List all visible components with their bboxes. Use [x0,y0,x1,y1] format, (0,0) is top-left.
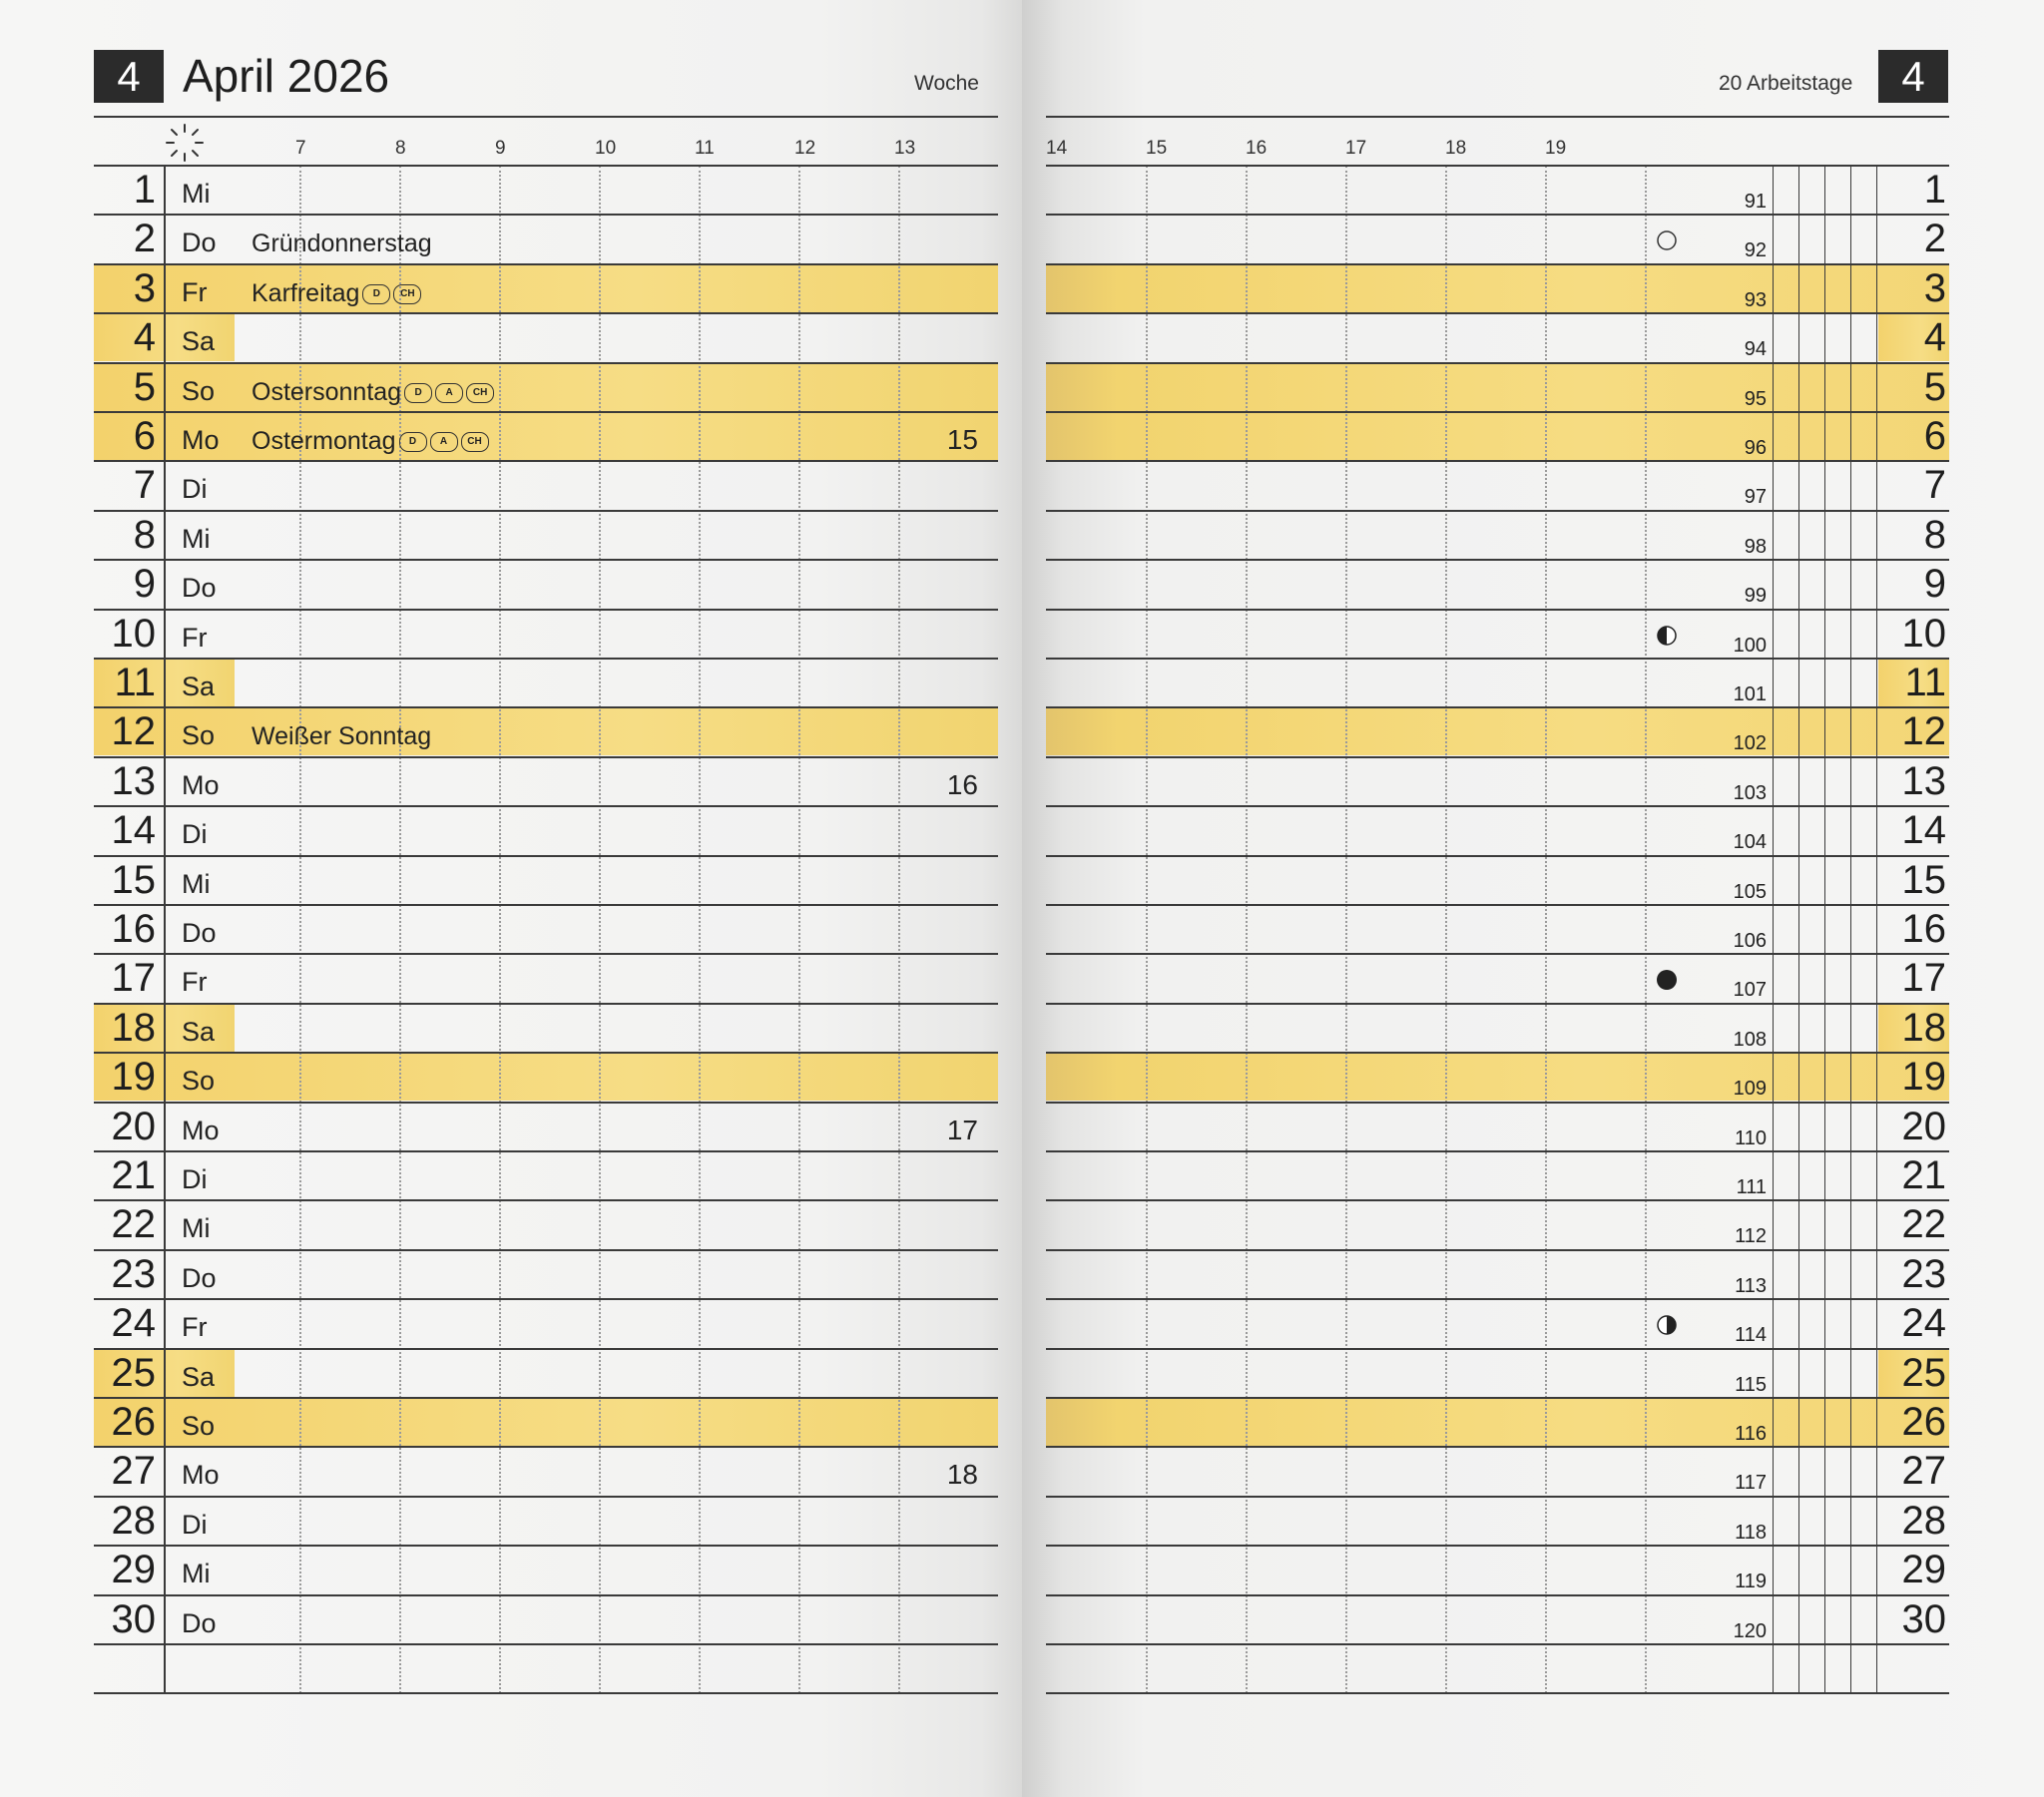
weekday-label: Fr [182,967,208,998]
weekday-label: Di [182,1164,208,1194]
day-number-left: 20 [111,1104,156,1148]
weekday-label: So [182,720,216,751]
day-number-left: 1 [133,168,156,212]
row-rule [1046,263,1949,265]
row-rule [94,1348,998,1350]
day-of-year: 93 [1744,288,1767,311]
day-of-year: 114 [1735,1324,1767,1347]
day-number-right: 25 [1901,1350,1946,1395]
day-number-left: 19 [111,1055,156,1100]
week-number: 16 [946,768,978,800]
row-rule [94,312,998,314]
weekday-label: Sa [182,672,216,701]
hour-label: 15 [1146,138,1168,159]
checkbox-column-line [1773,166,1774,1693]
row-rule [1046,1003,1949,1005]
weekday-label: Sa [182,1016,216,1047]
day-number-right: 14 [1901,808,1946,853]
day-number-left: 24 [111,1301,156,1346]
holiday-label: Karfreitag [252,278,360,307]
weekday-label: So [182,1411,216,1441]
day-number-left: 28 [111,1498,156,1543]
day-of-year: 95 [1744,387,1767,410]
region-badge: A [430,432,458,452]
header-rule [94,116,998,118]
row-rule [1046,1249,1949,1251]
row-rule [94,1249,998,1251]
row-rule [1046,1397,1949,1399]
row-rule [1046,805,1949,807]
day-number-left: 22 [111,1202,156,1247]
weekday-label: Di [182,474,208,505]
weekday-label: Do [182,227,217,258]
row-rule [94,609,998,611]
day-number-right: 3 [1923,265,1946,310]
day-of-year: 94 [1744,338,1767,361]
weekday-label: So [182,375,216,406]
sunrise-icon [164,122,206,164]
hour-gridline [1345,166,1347,1693]
row-rule [1046,756,1949,758]
day-number-right: 27 [1901,1449,1946,1494]
week-number: 17 [946,1114,978,1145]
day-of-year: 101 [1733,683,1767,705]
weekday-label: Mi [182,1559,211,1589]
day-of-year: 108 [1733,1028,1767,1051]
row-rule [94,1496,998,1498]
day-number-left: 15 [111,857,156,902]
row-rule [94,1643,998,1645]
weekday-label: Sa [182,1361,216,1392]
day-number-left: 21 [111,1153,156,1197]
weekday-label: Fr [182,1312,208,1343]
month-number-right: 4 [1901,53,1925,100]
day-of-year: 98 [1744,535,1767,558]
hour-label: 8 [395,138,406,159]
workdays-label: 20 Arbeitstage [1719,72,1853,95]
holiday-name [252,215,432,262]
weekday-label: Mi [182,868,211,899]
day-number-left: 3 [133,265,156,310]
row-rule [94,1545,998,1547]
day-number-right: 11 [1904,661,1946,704]
holiday-band-right [1046,264,1949,312]
day-number-left: 14 [111,808,156,853]
row-rule [1046,1446,1949,1448]
day-number-right: 12 [1901,709,1946,754]
row-rule [94,658,998,660]
checkbox-column-line [1850,166,1851,1693]
weekday-label: Di [182,819,208,850]
day-number-right: 26 [1901,1400,1946,1444]
holiday-band-right [1046,1398,1949,1446]
row-rule [1046,1348,1949,1350]
day-of-year: 91 [1744,191,1767,213]
day-of-year: 99 [1744,585,1767,608]
day-number-left: 2 [133,217,156,261]
row-rule [1046,411,1949,413]
week-column-label: Woche [914,72,979,95]
day-number-left: 17 [111,956,156,1001]
day-of-year: 109 [1733,1078,1767,1101]
row-rule [94,953,998,955]
hour-label: 16 [1246,138,1268,159]
moon-phase-icon [1656,625,1678,647]
holiday-band-left [94,363,998,411]
day-number-right: 9 [1923,562,1946,607]
hour-gridline [898,166,900,1693]
hour-label: 7 [295,138,306,159]
weekday-label: Do [182,918,217,948]
hour-gridline [699,166,701,1693]
checkbox-column-line [1876,166,1877,1693]
holiday-name [252,412,489,460]
day-of-year: 115 [1735,1373,1767,1396]
holiday-band-left [94,1053,998,1101]
holiday-band-left [94,707,998,755]
region-badge: CH [393,284,421,304]
weekday-label: Mo [182,769,220,800]
week-number: 18 [946,1459,978,1491]
row-rule [1046,904,1949,906]
day-number-right: 7 [1923,463,1946,508]
row-rule [1046,1643,1949,1645]
day-of-year: 106 [1733,930,1767,952]
day-number-left: 8 [133,512,156,557]
row-rule [1046,1298,1949,1300]
weekday-label: Sa [182,326,216,357]
row-rule [94,362,998,364]
hour-gridline [499,166,501,1693]
day-of-year: 116 [1735,1423,1767,1445]
weekday-label: Di [182,1509,208,1540]
row-rule [1046,312,1949,314]
hour-gridline [798,166,800,1693]
day-number-left: 23 [111,1251,156,1296]
day-number-right: 5 [1923,364,1946,409]
row-rule [94,460,998,462]
weekday-label: Mi [182,523,211,554]
row-rule [94,559,998,561]
row-rule [1046,214,1949,216]
row-rule [94,165,998,167]
hour-label: 18 [1445,138,1467,159]
row-rule [1046,953,1949,955]
day-number-right: 15 [1901,857,1946,902]
day-number-right: 17 [1901,956,1946,1001]
row-rule [94,1199,998,1201]
hour-label: 19 [1545,138,1567,159]
row-rule [1046,1150,1949,1152]
day-of-year: 97 [1744,486,1767,509]
row-rule [94,1594,998,1596]
row-rule [94,214,998,216]
row-rule [94,1102,998,1104]
checkbox-column-line [1798,166,1799,1693]
day-number-right: 10 [1901,611,1946,656]
row-rule [94,904,998,906]
day-number-right: 22 [1901,1202,1946,1247]
day-number-right: 8 [1923,512,1946,557]
row-rule [94,1052,998,1054]
day-number-right: 19 [1901,1055,1946,1100]
day-number-left: 7 [133,463,156,508]
day-number-left: 5 [133,364,156,409]
row-rule [1046,559,1949,561]
row-rule [1046,460,1949,462]
moon-phase-icon [1656,1314,1678,1336]
day-number-left: 30 [111,1596,156,1641]
holiday-label: Ostermontag [252,427,396,455]
moon-phase-icon [1656,229,1678,251]
day-number-left: 10 [111,611,156,656]
row-rule [1046,1594,1949,1596]
row-rule [94,1397,998,1399]
day-number-left: 11 [114,661,156,704]
row-rule [94,263,998,265]
day-number-left: 4 [133,315,156,360]
day-of-year: 118 [1735,1521,1767,1544]
holiday-band-right [1046,1053,1949,1101]
day-number-left: 25 [111,1350,156,1395]
row-rule [94,411,998,413]
row-rule [94,1298,998,1300]
row-rule [1046,658,1949,660]
day-of-year: 96 [1744,437,1767,459]
hour-gridline [1645,166,1647,1693]
holiday-band-left [94,1398,998,1446]
day-number-left: 18 [111,1005,156,1050]
row-rule [94,1150,998,1152]
day-of-year: 120 [1733,1619,1767,1642]
weekday-label: Mo [182,1460,220,1491]
day-number-right: 1 [1923,168,1946,212]
checkbox-column-line [1824,166,1825,1693]
holiday-band-right [1046,707,1949,755]
day-of-year: 117 [1735,1472,1767,1495]
day-number-left: 27 [111,1449,156,1494]
weekday-label: Do [182,1607,217,1638]
holiday-band-right [1046,363,1949,411]
hour-gridline [599,166,601,1693]
day-of-year: 112 [1735,1225,1767,1248]
row-rule [94,1692,998,1694]
row-rule [1046,362,1949,364]
row-rule [1046,1102,1949,1104]
row-rule [1046,1052,1949,1054]
moon-phase-icon [1656,969,1678,991]
day-number-right: 23 [1901,1251,1946,1296]
hour-label: 10 [595,138,617,159]
day-number-left: 26 [111,1400,156,1444]
hour-label: 14 [1046,138,1068,159]
weekday-label: Do [182,573,217,604]
row-rule [94,706,998,708]
row-rule [94,1003,998,1005]
day-number-right: 29 [1901,1548,1946,1592]
day-of-year: 104 [1733,831,1767,854]
holiday-name [252,707,431,755]
hour-gridline [1146,166,1148,1693]
row-rule [1046,1545,1949,1547]
day-number-right: 28 [1901,1498,1946,1543]
holiday-name [252,363,494,411]
day-number-right: 24 [1901,1301,1946,1346]
day-of-year: 103 [1733,781,1767,804]
hour-label: 13 [894,138,916,159]
holiday-label: Gründonnerstag [252,229,432,258]
day-number-right: 4 [1923,315,1946,360]
day-number-right: 20 [1901,1104,1946,1148]
hour-label: 17 [1345,138,1367,159]
row-rule [1046,510,1949,512]
hour-label: 9 [495,138,506,159]
day-number-right: 30 [1901,1596,1946,1641]
day-of-year: 110 [1735,1126,1767,1149]
weekday-label: Mi [182,1213,211,1244]
hour-gridline [1246,166,1248,1693]
holiday-name [252,264,421,312]
row-rule [1046,1199,1949,1201]
region-badge: CH [466,383,494,403]
holiday-band-left [94,412,998,460]
day-number-right: 18 [1901,1005,1946,1050]
region-badge: D [399,432,427,452]
weekday-label: Fr [182,622,208,653]
hour-label: 11 [695,138,715,159]
row-rule [1046,1496,1949,1498]
day-number-right: 2 [1923,217,1946,261]
week-number: 15 [946,424,978,455]
row-rule [94,805,998,807]
weekday-label: So [182,1066,216,1097]
hour-gridline [1445,166,1447,1693]
row-rule [94,1446,998,1448]
day-number-left: 13 [111,758,156,803]
day-of-year: 102 [1733,732,1767,755]
weekday-label: Mo [182,425,220,455]
hour-gridline [1545,166,1547,1693]
day-number-left: 29 [111,1548,156,1592]
region-badge: D [362,284,390,304]
region-badge: CH [461,432,489,452]
month-number-left: 4 [117,53,141,100]
region-badge: D [404,383,432,403]
day-number-right: 13 [1901,758,1946,803]
row-rule [1046,1692,1949,1694]
day-number-left: 16 [111,907,156,951]
day-number-right: 6 [1923,414,1946,458]
row-rule [1046,609,1949,611]
day-of-year: 107 [1733,979,1767,1002]
day-number-right: 21 [1901,1153,1946,1197]
weekday-label: Fr [182,276,208,307]
day-number-right: 16 [1901,907,1946,951]
day-of-year: 119 [1735,1571,1767,1593]
row-rule [1046,165,1949,167]
month-number-box-left [94,50,164,103]
day-of-year: 92 [1744,239,1767,262]
holiday-label: Weißer Sonntag [252,722,432,751]
row-rule [94,855,998,857]
weekday-label: Mi [182,179,211,209]
weekday-label: Mo [182,1115,220,1145]
row-rule [94,756,998,758]
weekday-label: Do [182,1262,217,1293]
row-rule [1046,855,1949,857]
hour-label: 12 [794,138,816,159]
row-rule [94,510,998,512]
holiday-band-left [94,264,998,312]
day-number-left: 9 [133,562,156,607]
month-number-box-right [1878,50,1948,103]
holiday-band-right [1046,412,1949,460]
day-number-left: 12 [111,709,156,754]
day-of-year: 111 [1736,1176,1767,1198]
holiday-label: Ostersonntag [252,377,402,406]
header-rule [1046,116,1949,118]
day-of-year: 105 [1733,880,1767,903]
day-of-year: 100 [1733,634,1767,657]
day-number-left: 6 [133,414,156,458]
row-rule [1046,706,1949,708]
day-column-divider [164,166,166,1693]
region-badge: A [435,383,463,403]
page-title: April 2026 [183,50,390,102]
day-of-year: 113 [1735,1274,1767,1297]
